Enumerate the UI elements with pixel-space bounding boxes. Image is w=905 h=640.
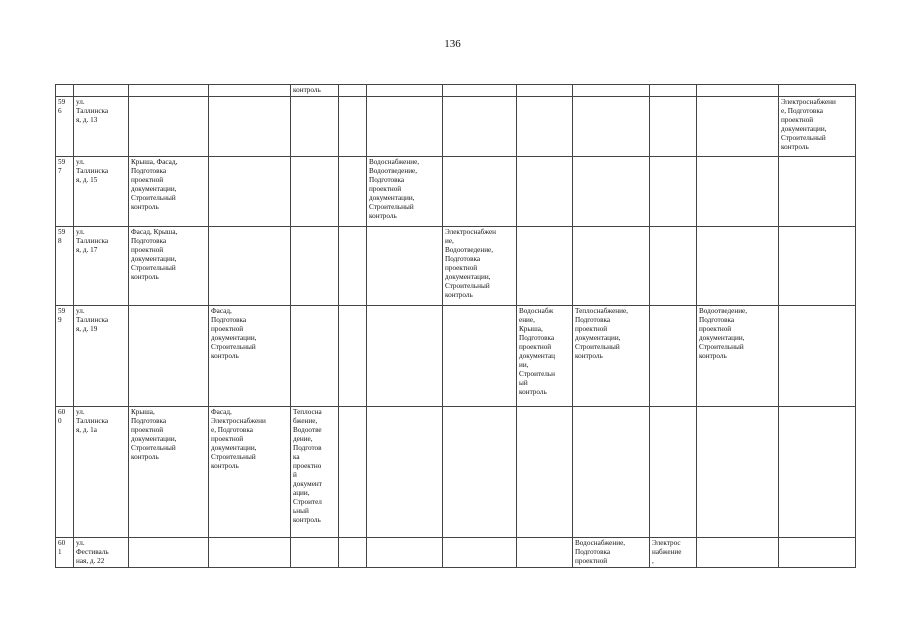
table-row [56, 227, 856, 306]
table-row [56, 306, 856, 407]
address-cell: ул. Фестиваль ная, д. 22 [74, 538, 129, 568]
work-cell [367, 538, 443, 568]
work-cell [697, 85, 779, 97]
table-row [56, 157, 856, 227]
work-cell [291, 306, 339, 407]
work-cell [517, 407, 573, 538]
row-number-cell: 59 7 [56, 157, 74, 227]
table-row [56, 97, 856, 157]
work-cell [517, 85, 573, 97]
table-body [56, 85, 856, 568]
work-cell [779, 227, 856, 306]
work-cell [339, 97, 367, 157]
work-cell [443, 407, 517, 538]
work-cell [573, 157, 650, 227]
address-cell: ул. Таллинска я, д. 19 [74, 306, 129, 407]
work-cell [573, 227, 650, 306]
page-number: 136 [444, 38, 461, 50]
work-cell [339, 407, 367, 538]
work-cell [443, 85, 517, 97]
work-cell [367, 407, 443, 538]
work-cell [339, 157, 367, 227]
work-cell [129, 85, 209, 97]
address-cell: ул. Таллинска я, д. 15 [74, 157, 129, 227]
work-cell [443, 157, 517, 227]
work-cell [779, 85, 856, 97]
work-cell: Водоснабжение, Подготовка проектной [573, 538, 650, 568]
work-cell [367, 85, 443, 97]
work-cell [697, 227, 779, 306]
work-cell [697, 97, 779, 157]
work-cell [517, 227, 573, 306]
work-cell [339, 538, 367, 568]
row-number-cell: 59 6 [56, 97, 74, 157]
address-cell: ул. Таллинска я, д. 13 [74, 97, 129, 157]
address-cell [74, 85, 129, 97]
work-cell [650, 157, 697, 227]
work-cell [650, 85, 697, 97]
work-cell [209, 227, 291, 306]
work-cell: Крыша, Фасад, Подготовка проектной документации, Строительный контроль [129, 157, 209, 227]
work-cell [129, 306, 209, 407]
work-cell [573, 407, 650, 538]
work-cell: Водоснабжение, Водоотведение, Подготовка проектной документации, Строительный контроль [367, 157, 443, 227]
work-cell [129, 538, 209, 568]
work-cell [517, 538, 573, 568]
work-cell [517, 157, 573, 227]
work-cell [697, 407, 779, 538]
work-cell [129, 97, 209, 157]
work-cell [367, 97, 443, 157]
work-cell: Крыша, Подготовка проектной документации, Строительный контроль [129, 407, 209, 538]
work-cell: Фасад, Электроснабжени е, Подготовка проектной документации, Строительный контроль [209, 407, 291, 538]
work-cell [209, 85, 291, 97]
work-cell: Теплоснабжение, Подготовка проектной документации, Строительный контроль [573, 306, 650, 407]
table-row [56, 407, 856, 538]
work-cell [650, 227, 697, 306]
work-cell: Фасад, Крыша, Подготовка проектной документации, Строительный контроль [129, 227, 209, 306]
work-cell [443, 97, 517, 157]
work-cell [697, 157, 779, 227]
work-cell: Электроснабжен ие, Водоотведение, Подготовка проектной документации, Строительный контроль [443, 227, 517, 306]
work-cell: Электрос набжение , [650, 538, 697, 568]
address-cell: ул. Таллинска я, д. 1а [74, 407, 129, 538]
work-cell [209, 538, 291, 568]
work-cell [779, 407, 856, 538]
work-cell [517, 97, 573, 157]
work-schedule-table [55, 84, 856, 568]
work-cell [650, 97, 697, 157]
work-cell [291, 538, 339, 568]
work-cell [443, 538, 517, 568]
row-number-cell: 60 1 [56, 538, 74, 568]
work-cell [339, 227, 367, 306]
work-cell [209, 97, 291, 157]
work-cell [650, 306, 697, 407]
work-cell [573, 97, 650, 157]
work-cell [339, 85, 367, 97]
work-cell [573, 85, 650, 97]
work-cell [779, 306, 856, 407]
work-cell [443, 306, 517, 407]
work-cell [339, 306, 367, 407]
work-cell [650, 407, 697, 538]
work-cell: Фасад, Подготовка проектной документации, Строительный контроль [209, 306, 291, 407]
table-row [56, 85, 856, 97]
work-cell [291, 227, 339, 306]
work-cell [697, 538, 779, 568]
address-cell: ул. Таллинска я, д. 17 [74, 227, 129, 306]
work-cell [779, 538, 856, 568]
work-cell [209, 157, 291, 227]
work-cell [291, 97, 339, 157]
work-cell: Водоотведение, Подготовка проектной документации, Строительный контроль [697, 306, 779, 407]
work-cell: Водоснабж ение, Крыша, Подготовка проектной документац ии, Строительн ый контроль [517, 306, 573, 407]
row-number-cell: 59 8 [56, 227, 74, 306]
row-number-cell: 60 0 [56, 407, 74, 538]
work-cell [367, 227, 443, 306]
work-cell [291, 157, 339, 227]
work-cell: Электроснабжени е, Подготовка проектной документации, Строительный контроль [779, 97, 856, 157]
table-row [56, 538, 856, 568]
row-number-cell: 59 9 [56, 306, 74, 407]
work-cell: Теплосна бжение, Водоотве дение, Подготов ка проектно й документ ации, Строител ьный контроль [291, 407, 339, 538]
work-cell [779, 157, 856, 227]
work-cell [367, 306, 443, 407]
row-number-cell [56, 85, 74, 97]
work-cell: контроль [291, 85, 339, 97]
